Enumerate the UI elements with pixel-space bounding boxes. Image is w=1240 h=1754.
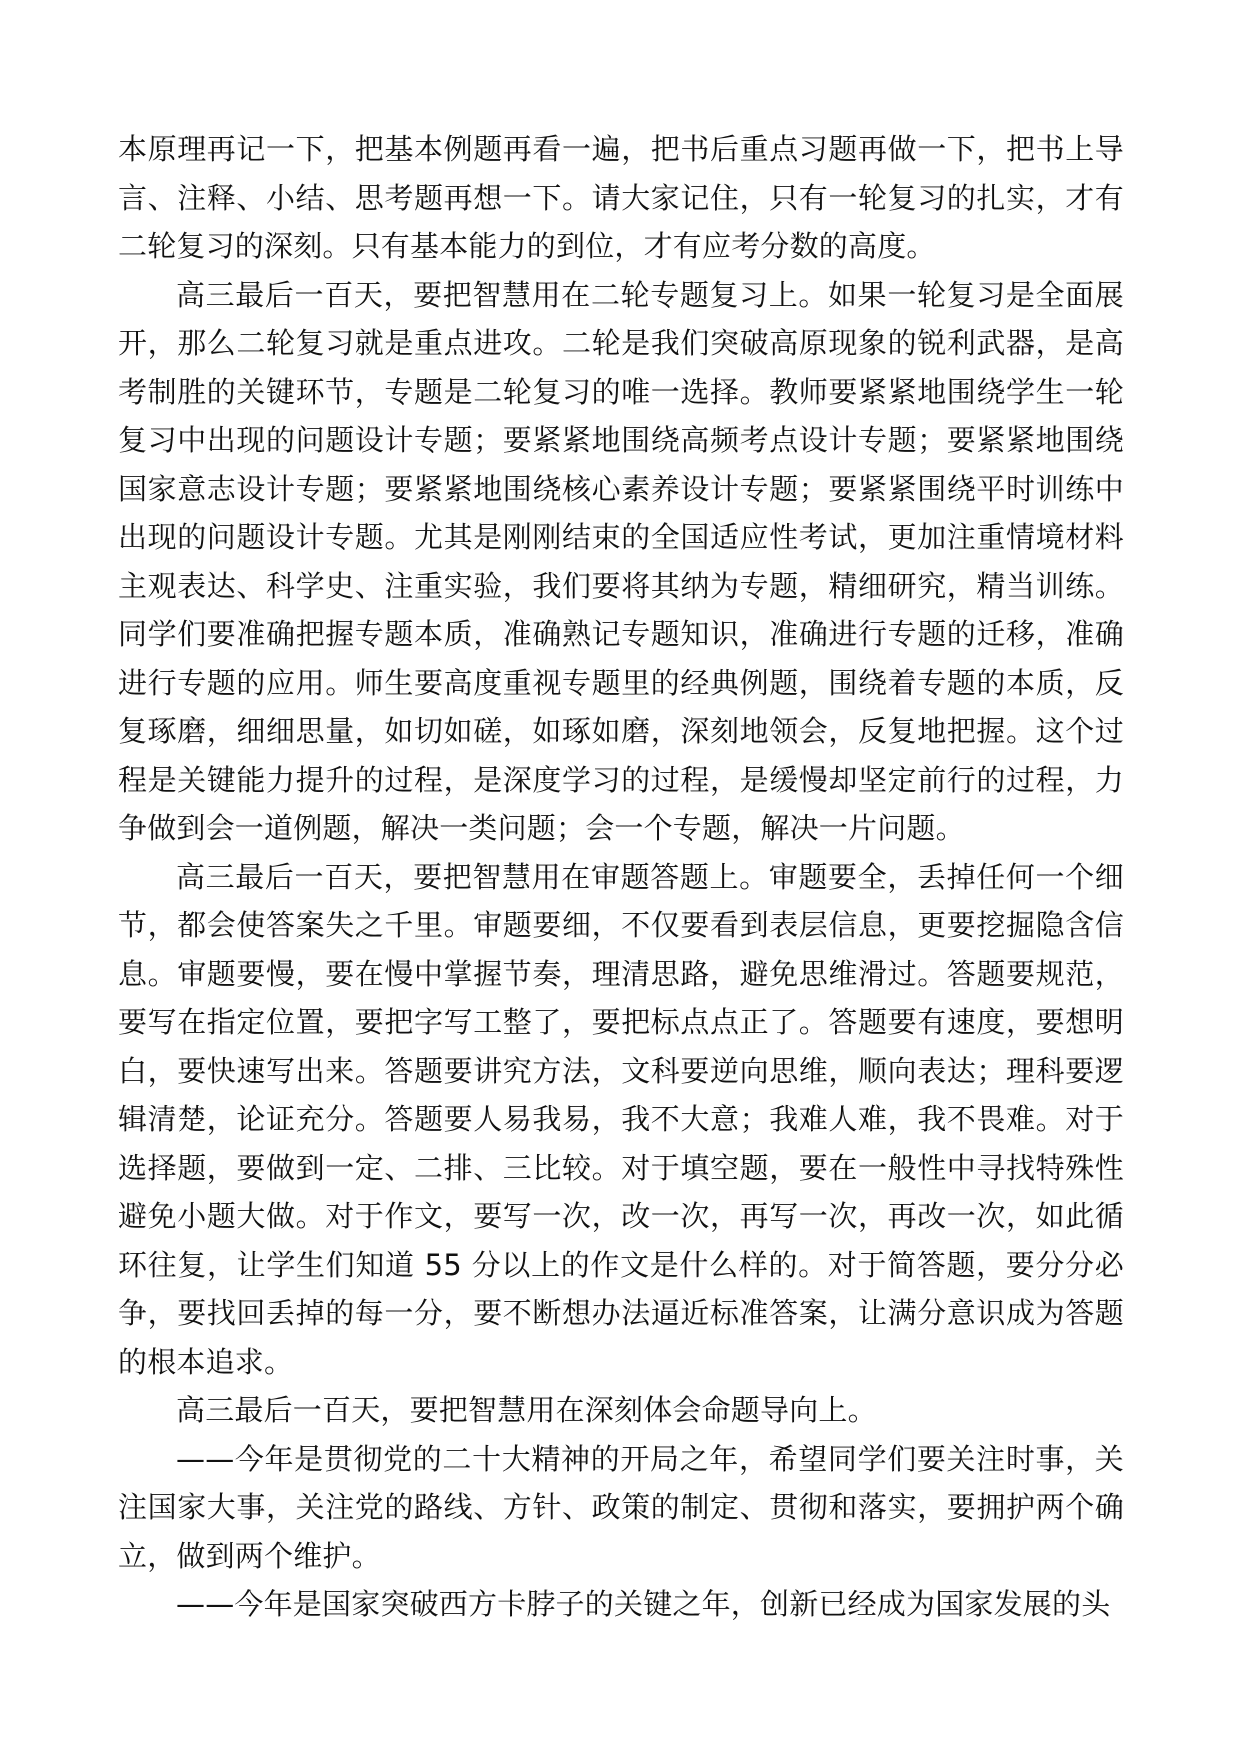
paragraph-dash-innovation: ——今年是国家突破西方卡脖子的关键之年，创新已经成为国家发展的头 (176, 1587, 1111, 1621)
paragraph-continued: 本原理再记一下，把基本例题再看一遍，把书后重点习题再做一下，把书上导言、注释、小结、思考题再想一下。请大家记住，只有一轮复习的扎实，才有二轮复习的深刻。只有基本能力的到位，才有应考分数的高度。 (118, 132, 1124, 263)
paragraph-dash-party-congress: ——今年是贯彻党的二十大精神的开局之年，希望同学们要关注时事，关注国家大事，关注党的路线、方针、政策的制定、贯彻和落实，要拥护两个确立，做到两个维护。 (118, 1441, 1124, 1573)
paragraph-second-round-review: 高三最后一百天，要把智慧用在二轮专题复习上。如果一轮复习是全面展开，那么二轮复习就是重点进攻。二轮是我们突破高原现象的锐利武器，是高考制胜的关键环节，专题是二轮复习的唯一选择。教师要紧紧地围绕学生一轮复习中出现的问题设计专题；要紧紧地围绕高频考点设计专题；要紧紧地围绕国家意志设计专题；要紧紧地围绕核心素养设计专题；要紧紧围绕平时训练中出现的问题设计专题。尤其是刚刚结束的全国适应性考试，更加注重情境材料主观表达、科学史、注重实验，我们要将其纳为专题，精细研究，精当训练。同学们要准确把握专题本质，准确熟记专题知识，准确进行专题的迁移，准确进行专题的应用。师生要高度重视专题里的经典例题，围绕着专题的本质，反复琢磨，细细思量，如切如磋，如琢如磨，深刻地领会，反复地把握。这个过程是关键能力提升的过程，是深度学习的过程，是缓慢却坚定前行的过程，力争做到会一道例题，解决一类问题；会一个专题，解决一片问题。 (118, 277, 1124, 845)
paragraph-exam-orientation: 高三最后一百天，要把智慧用在深刻体会命题导向上。 (176, 1393, 877, 1427)
paragraph-exam-answering: 高三最后一百天，要把智慧用在审题答题上。审题要全，丢掉任何一个细节，都会使答案失之千里。审题要细，不仅要看到表层信息，更要挖掘隐含信息。审题要慢，要在慢中掌握节奏，理清思路，避免思维滑过。答题要规范，要写在指定位置，要把字写工整了，要把标点点正了。答题要有速度，要想明白，要快速写出来。答题要讲究方法，文科要逆向思维，顺向表达；理科要逻辑清楚，论证充分。答题要人易我易，我不大意；我难人难，我不畏难。对于选择题，要做到一定、二排、三比较。对于填空题，要在一般性中寻找特殊性避免小题大做。对于作文，要写一次，改一次，再写一次，再改一次，如此循环往复，让学生们知道 55 分以上的作文是什么样的。对于简答题，要分分必争，要找回丢掉的每一分，要不断想办法逼近标准答案，让满分意识成为答题的根本追求。 (118, 859, 1124, 1379)
body-text (118, 125, 1124, 1629)
